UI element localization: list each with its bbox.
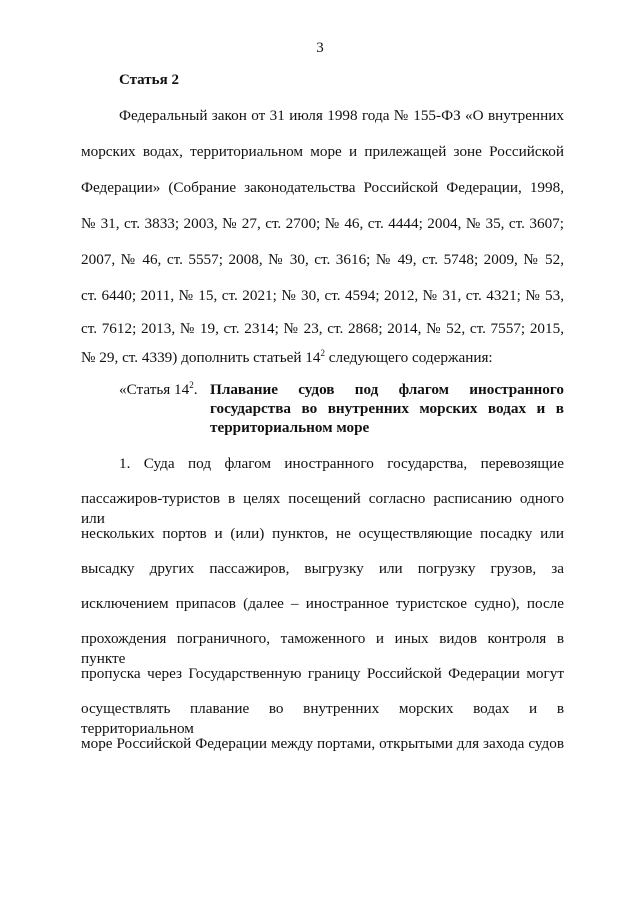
point-line: пассажиров-туристов в целях посещений согласно расписанию одного или <box>81 490 564 527</box>
point-line: 1. Суда под флагом иностранного государства, перевозящие <box>119 455 564 472</box>
label-suffix: . <box>193 381 198 398</box>
intro-line: 2007, № 46, ст. 5557; 2008, № 30, ст. 3616; № 49, ст. 5748; 2009, № 52, <box>81 251 564 268</box>
intro-last-text: № 29, ст. 4339) дополнить статьей 14 <box>81 349 321 366</box>
article-title: Статья 2 <box>119 72 179 88</box>
intro-line: Федерации» (Собрание законодательства Российской Федерации, 1998, <box>81 179 564 196</box>
intro-last-line <box>81 348 564 368</box>
point-line: нескольких портов и (или) пунктов, не осуществляющие посадку или <box>81 525 564 542</box>
page-number: 3 <box>316 40 324 56</box>
intro-line: Федеральный закон от 31 июля 1998 года № 155-ФЗ «О внутренних <box>119 107 564 124</box>
heading-line: государства во внутренних морских водах и в <box>210 400 564 417</box>
inserted-article-label <box>119 380 198 399</box>
point-line: высадку других пассажиров, выгрузку или погрузку грузов, за <box>81 560 564 577</box>
point-line: осуществлять плавание во внутренних морских водах и в территориальном <box>81 700 564 737</box>
point-line: прохождения пограничного, таможенного и иных видов контроля в пункте <box>81 630 564 667</box>
intro-line: ст. 6440; 2011, № 15, ст. 2021; № 30, ст. 4594; 2012, № 31, ст. 4321; № 53, <box>81 287 564 304</box>
superscript: 2 <box>320 347 325 358</box>
point-line: море Российской Федерации между портами, открытыми для захода судов <box>81 735 564 752</box>
label-prefix: «Статья 14 <box>119 381 190 398</box>
superscript: 2 <box>189 379 194 390</box>
intro-last-text-end: следующего содержания: <box>325 349 493 366</box>
point-line: пропуска через Государственную границу Российской Федерации могут <box>81 665 564 682</box>
point-line: исключением припасов (далее – иностранное туристское судно), после <box>81 595 564 612</box>
heading-line: Плавание судов под флагом иностранного <box>210 381 564 398</box>
inserted-article-heading <box>210 380 564 437</box>
heading-line: территориальном море <box>210 419 370 436</box>
intro-line: № 31, ст. 3833; 2003, № 27, ст. 2700; № 46, ст. 4444; 2004, № 35, ст. 3607; <box>81 215 564 232</box>
intro-line: ст. 7612; 2013, № 19, ст. 2314; № 23, ст. 2868; 2014, № 52, ст. 7557; 2015, <box>81 320 564 337</box>
intro-line: морских водах, территориальном море и прилежащей зоне Российской <box>81 143 564 160</box>
